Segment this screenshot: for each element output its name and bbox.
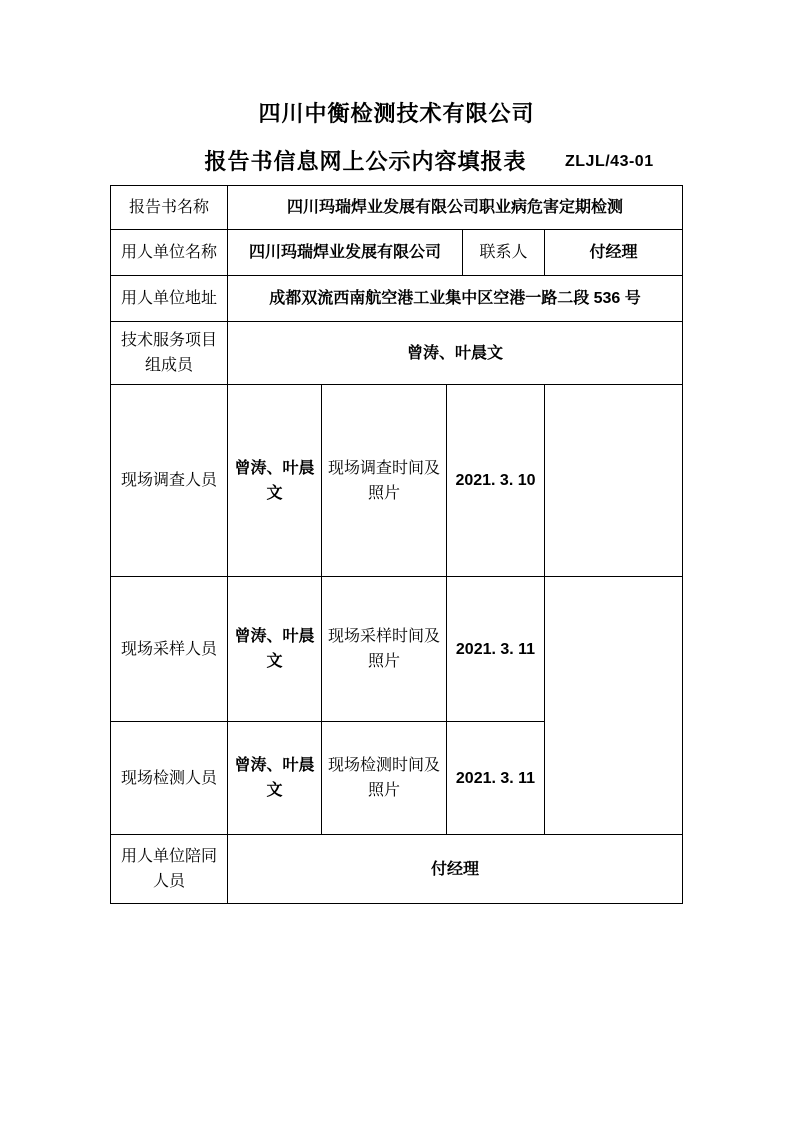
table-row <box>110 186 682 230</box>
sampling-testing-photo-cell <box>544 577 682 835</box>
survey-time-label: 现场调查时间及照片 <box>321 385 446 577</box>
report-name-value: 四川玛瑞焊业发展有限公司职业病危害定期检测 <box>227 186 682 230</box>
form-title-row <box>0 150 793 174</box>
testing-personnel-value: 曾涛、叶晨文 <box>227 722 321 835</box>
table-row <box>110 835 682 904</box>
project-team-value: 曾涛、叶晨文 <box>227 322 682 385</box>
employer-address-value: 成都双流西南航空港工业集中区空港一路二段 536 号 <box>227 276 682 322</box>
report-name-label: 报告书名称 <box>110 186 227 230</box>
table-row <box>110 385 682 577</box>
employer-address-label: 用人单位地址 <box>110 276 227 322</box>
contact-label: 联系人 <box>462 230 544 276</box>
employer-name-label: 用人单位名称 <box>110 230 227 276</box>
survey-personnel-label: 现场调查人员 <box>110 385 227 577</box>
form-code: ZLJL/43-01 <box>565 153 654 170</box>
table-row <box>110 276 682 322</box>
company-title: 四川中衡检测技术有限公司 <box>258 101 535 126</box>
survey-photo-cell <box>544 385 682 577</box>
sampling-time-value: 2021. 3. 11 <box>446 577 544 722</box>
survey-time-value: 2021. 3. 10 <box>446 385 544 577</box>
testing-time-value: 2021. 3. 11 <box>446 722 544 835</box>
table-row <box>110 577 682 722</box>
table-row <box>110 230 682 276</box>
survey-personnel-value: 曾涛、叶晨文 <box>227 385 321 577</box>
form-title: 报告书信息网上公示内容填报表 <box>204 149 527 174</box>
report-info-table <box>110 185 683 904</box>
testing-time-label: 现场检测时间及照片 <box>321 722 446 835</box>
project-team-label: 技术服务项目组成员 <box>110 322 227 385</box>
testing-personnel-label: 现场检测人员 <box>110 722 227 835</box>
table-row <box>110 322 682 385</box>
escort-personnel-label: 用人单位陪同人员 <box>110 835 227 904</box>
employer-name-value: 四川玛瑞焊业发展有限公司 <box>227 230 462 276</box>
sampling-personnel-label: 现场采样人员 <box>110 577 227 722</box>
sampling-time-label: 现场采样时间及照片 <box>321 577 446 722</box>
contact-value: 付经理 <box>544 230 682 276</box>
escort-personnel-value: 付经理 <box>227 835 682 904</box>
sampling-personnel-value: 曾涛、叶晨文 <box>227 577 321 722</box>
